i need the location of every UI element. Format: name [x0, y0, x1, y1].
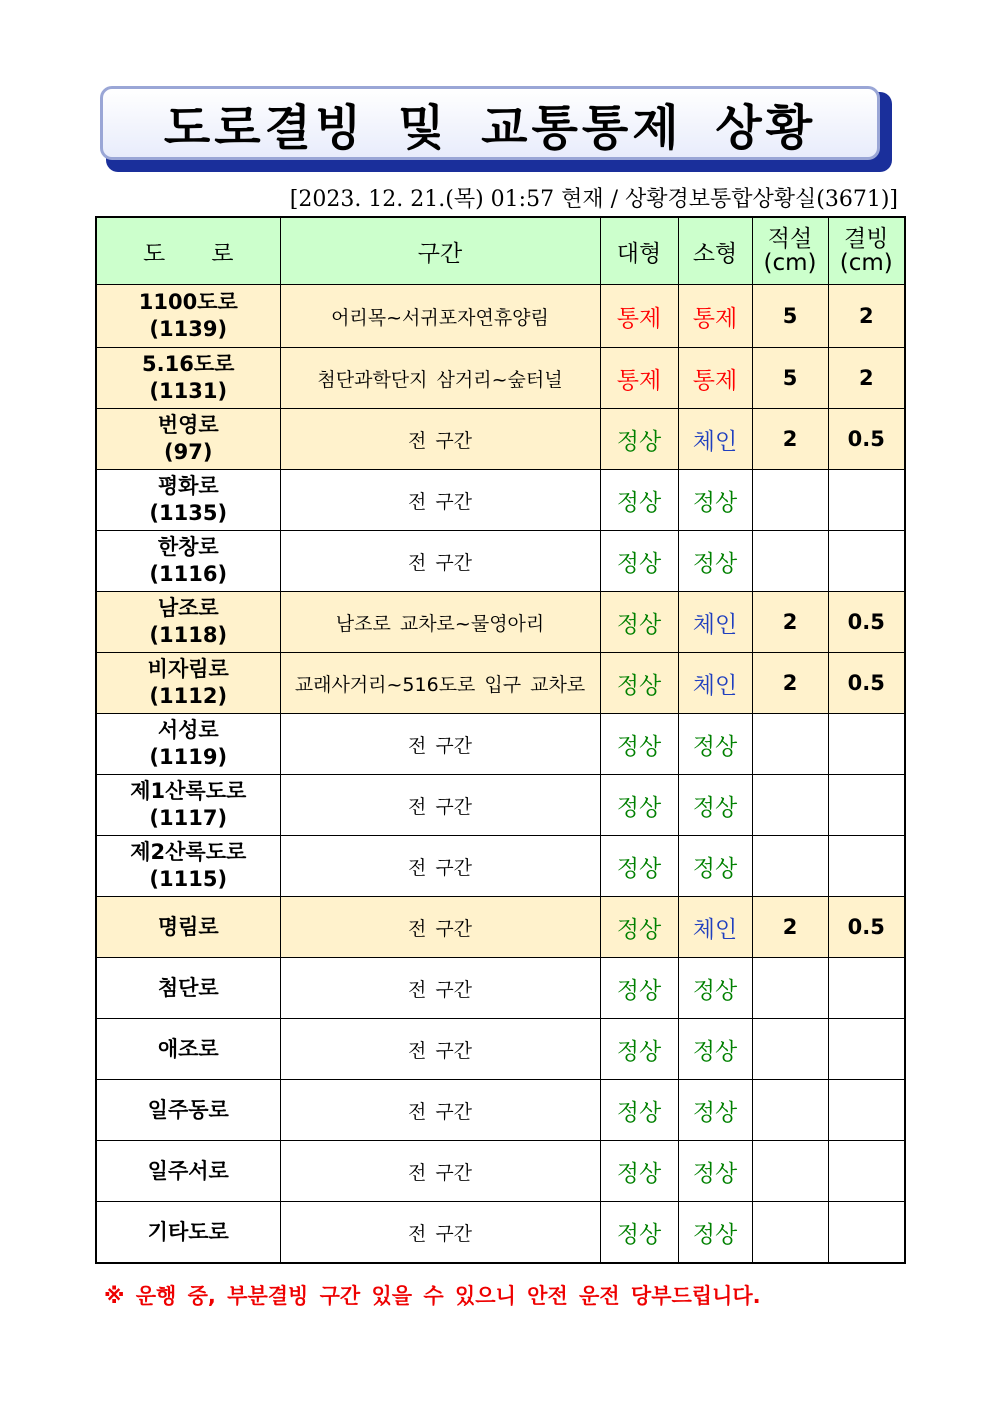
road-name: 1100도로	[138, 290, 238, 314]
road-name-cell	[96, 653, 280, 714]
road-name-cell	[96, 409, 280, 470]
page-title: 도로결빙 및 교통통제 상황	[163, 99, 817, 156]
road-name: 한창로	[157, 535, 219, 559]
road-name: 번영로	[157, 413, 219, 437]
road-name: 5.16도로	[142, 352, 235, 376]
small-vehicle-status: 정상	[678, 1080, 752, 1141]
large-vehicle-status: 정상	[600, 1202, 678, 1264]
header-snow-label: 적설	[767, 226, 813, 252]
table-header-row	[96, 217, 905, 285]
small-vehicle-status: 정상	[678, 1141, 752, 1202]
small-vehicle-status: 정상	[678, 836, 752, 897]
road-section: 전 구간	[280, 1080, 600, 1141]
safety-notice: ※ 운행 중, 부분결빙 구간 있을 수 있으니 안전 운전 당부드립니다.	[104, 1284, 761, 1308]
road-section: 교래사거리~516도로 입구 교차로	[280, 653, 600, 714]
ice-depth	[828, 836, 905, 897]
road-section: 전 구간	[280, 714, 600, 775]
small-vehicle-status: 정상	[678, 714, 752, 775]
large-vehicle-status: 정상	[600, 1141, 678, 1202]
road-name: 기타도로	[147, 1219, 229, 1244]
header-road: 도 로	[96, 217, 280, 285]
road-code: (97)	[164, 440, 213, 464]
road-code: (1118)	[149, 623, 228, 647]
table-row	[96, 285, 905, 348]
large-vehicle-status: 통제	[600, 348, 678, 409]
header-large-vehicle: 대형	[600, 217, 678, 285]
title-banner	[100, 86, 880, 160]
large-vehicle-status: 정상	[600, 592, 678, 653]
road-name: 서성로	[157, 718, 219, 742]
small-vehicle-status: 통제	[678, 348, 752, 409]
road-code: (1116)	[149, 562, 228, 586]
header-small-vehicle: 소형	[678, 217, 752, 285]
snow-depth: 2	[752, 897, 828, 958]
snow-depth	[752, 1202, 828, 1264]
large-vehicle-status: 정상	[600, 1019, 678, 1080]
snow-depth	[752, 531, 828, 592]
road-name: 평화로	[157, 474, 219, 498]
snow-depth	[752, 1141, 828, 1202]
small-vehicle-status: 정상	[678, 958, 752, 1019]
road-code: (1112)	[149, 684, 228, 708]
road-name-cell	[96, 470, 280, 531]
snow-depth: 5	[752, 285, 828, 348]
table-row	[96, 836, 905, 897]
road-section: 전 구간	[280, 1202, 600, 1264]
ice-depth: 0.5	[828, 592, 905, 653]
large-vehicle-status: 정상	[600, 1080, 678, 1141]
ice-depth: 0.5	[828, 897, 905, 958]
road-code: (1131)	[149, 379, 228, 403]
header-ice-label: 결빙	[844, 226, 889, 252]
large-vehicle-status: 정상	[600, 775, 678, 836]
road-name: 명림로	[157, 914, 219, 939]
ice-depth	[828, 958, 905, 1019]
ice-depth	[828, 714, 905, 775]
road-name-cell	[96, 897, 280, 958]
header-ice-unit: (cm)	[839, 250, 893, 276]
road-code: (1139)	[149, 317, 228, 341]
road-section: 전 구간	[280, 897, 600, 958]
ice-depth	[828, 1080, 905, 1141]
table-row	[96, 653, 905, 714]
road-name: 일주서로	[147, 1158, 229, 1183]
small-vehicle-status: 체인	[678, 592, 752, 653]
large-vehicle-status: 통제	[600, 285, 678, 348]
road-name-cell	[96, 1202, 280, 1264]
large-vehicle-status: 정상	[600, 470, 678, 531]
road-name: 첨단로	[157, 975, 219, 1000]
snow-depth	[752, 1080, 828, 1141]
ice-depth	[828, 1019, 905, 1080]
road-section: 남조로 교차로~물영아리	[280, 592, 600, 653]
road-name: 남조로	[157, 596, 219, 620]
ice-depth	[828, 1141, 905, 1202]
table-row	[96, 897, 905, 958]
road-name-cell	[96, 1141, 280, 1202]
large-vehicle-status: 정상	[600, 409, 678, 470]
road-section: 첨단과학단지 삼거리~숲터널	[280, 348, 600, 409]
table-row	[96, 714, 905, 775]
ice-depth: 2	[828, 348, 905, 409]
road-code: (1115)	[149, 867, 228, 891]
road-code: (1135)	[149, 501, 228, 525]
small-vehicle-status: 통제	[678, 285, 752, 348]
table-row	[96, 531, 905, 592]
small-vehicle-status: 정상	[678, 1019, 752, 1080]
ice-depth	[828, 1202, 905, 1264]
road-rows	[96, 285, 905, 1264]
ice-depth: 2	[828, 285, 905, 348]
road-section: 어리목~서귀포자연휴양림	[280, 285, 600, 348]
road-code: (1119)	[149, 745, 228, 769]
road-name-cell	[96, 531, 280, 592]
road-name-cell	[96, 958, 280, 1019]
small-vehicle-status: 정상	[678, 1202, 752, 1264]
road-name: 제2산록도로	[130, 840, 247, 864]
table-row	[96, 592, 905, 653]
table-row	[96, 775, 905, 836]
road-name-cell	[96, 285, 280, 348]
road-name-cell	[96, 775, 280, 836]
table-row	[96, 470, 905, 531]
road-status-table	[95, 216, 906, 1264]
snow-depth	[752, 836, 828, 897]
road-name: 비자림로	[147, 657, 229, 681]
header-ice-depth	[828, 217, 905, 285]
table-row	[96, 1202, 905, 1264]
road-name-cell	[96, 1080, 280, 1141]
large-vehicle-status: 정상	[600, 653, 678, 714]
road-section: 전 구간	[280, 1141, 600, 1202]
large-vehicle-status: 정상	[600, 897, 678, 958]
road-name-cell	[96, 1019, 280, 1080]
snow-depth	[752, 714, 828, 775]
ice-depth: 0.5	[828, 653, 905, 714]
table-row	[96, 958, 905, 1019]
table-row	[96, 1019, 905, 1080]
road-code: (1117)	[149, 806, 228, 830]
header-snow-unit: (cm)	[763, 250, 817, 276]
small-vehicle-status: 체인	[678, 653, 752, 714]
large-vehicle-status: 정상	[600, 836, 678, 897]
ice-depth: 0.5	[828, 409, 905, 470]
snow-depth: 2	[752, 592, 828, 653]
small-vehicle-status: 체인	[678, 409, 752, 470]
road-name: 애조로	[157, 1036, 219, 1061]
header-snow-depth	[752, 217, 828, 285]
small-vehicle-status: 정상	[678, 531, 752, 592]
road-section: 전 구간	[280, 958, 600, 1019]
ice-depth	[828, 531, 905, 592]
ice-depth	[828, 470, 905, 531]
snow-depth: 2	[752, 653, 828, 714]
snow-depth: 5	[752, 348, 828, 409]
snow-depth	[752, 958, 828, 1019]
road-section: 전 구간	[280, 531, 600, 592]
large-vehicle-status: 정상	[600, 958, 678, 1019]
header-section: 구간	[280, 217, 600, 285]
road-section: 전 구간	[280, 409, 600, 470]
snow-depth	[752, 1019, 828, 1080]
large-vehicle-status: 정상	[600, 714, 678, 775]
road-section: 전 구간	[280, 836, 600, 897]
table-row	[96, 1080, 905, 1141]
snow-depth	[752, 775, 828, 836]
road-section: 전 구간	[280, 470, 600, 531]
ice-depth	[828, 775, 905, 836]
road-section: 전 구간	[280, 1019, 600, 1080]
large-vehicle-status: 정상	[600, 531, 678, 592]
small-vehicle-status: 정상	[678, 775, 752, 836]
table-row	[96, 1141, 905, 1202]
road-name: 일주동로	[147, 1097, 229, 1122]
table-row	[96, 409, 905, 470]
status-timestamp: [2023. 12. 21.(목) 01:57 현재 / 상황경보통합상황실(3671)]	[289, 187, 898, 212]
road-name-cell	[96, 714, 280, 775]
table-row	[96, 348, 905, 409]
snow-depth	[752, 470, 828, 531]
road-name: 제1산록도로	[130, 779, 247, 803]
small-vehicle-status: 정상	[678, 470, 752, 531]
road-name-cell	[96, 836, 280, 897]
road-name-cell	[96, 592, 280, 653]
small-vehicle-status: 체인	[678, 897, 752, 958]
road-name-cell	[96, 348, 280, 409]
snow-depth: 2	[752, 409, 828, 470]
road-section: 전 구간	[280, 775, 600, 836]
